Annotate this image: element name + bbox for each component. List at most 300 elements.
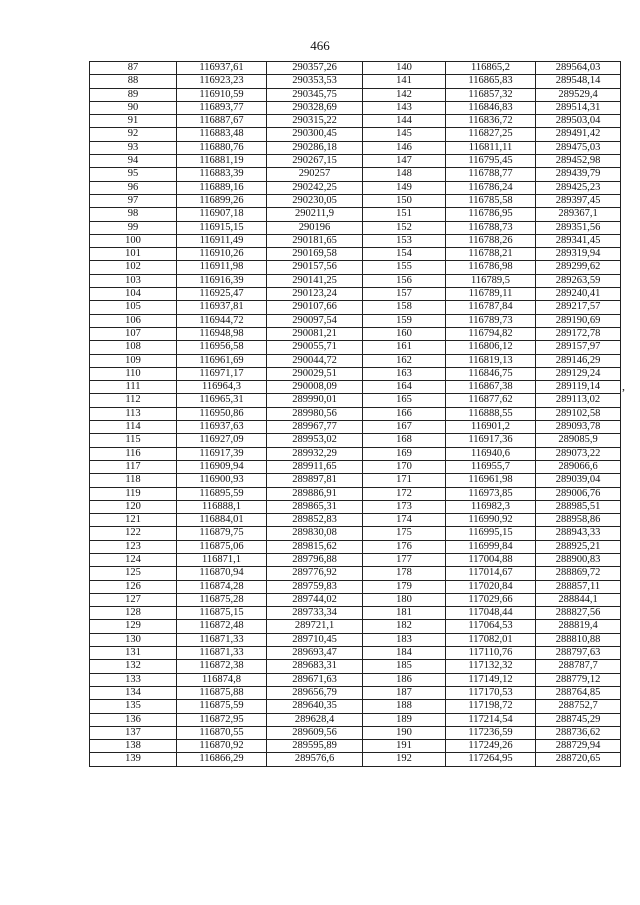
x-coordinate-cell: 116925,47 <box>177 288 267 301</box>
x-coordinate-cell: 116795,45 <box>446 155 536 168</box>
x-coordinate-cell: 116910,26 <box>177 248 267 261</box>
y-coordinate-cell: 288869,72 <box>536 567 621 580</box>
y-coordinate-cell: 288736,62 <box>536 726 621 739</box>
x-coordinate-cell: 116964,3 <box>177 381 267 394</box>
point-number-cell: 89 <box>90 88 177 101</box>
x-coordinate-cell: 116881,19 <box>177 155 267 168</box>
table-row <box>90 540 621 553</box>
y-coordinate-cell: 289102,58 <box>536 407 621 420</box>
table-row <box>90 168 621 181</box>
x-coordinate-cell: 116948,98 <box>177 327 267 340</box>
page-number: 466 <box>310 38 330 53</box>
x-coordinate-cell: 116867,38 <box>446 381 536 394</box>
point-number-cell: 143 <box>363 101 446 114</box>
table-row <box>90 194 621 207</box>
point-number-cell: 148 <box>363 168 446 181</box>
table-row <box>90 421 621 434</box>
table-row <box>90 633 621 646</box>
x-coordinate-cell: 116940,6 <box>446 447 536 460</box>
point-number-cell: 165 <box>363 394 446 407</box>
x-coordinate-cell: 117214,54 <box>446 713 536 726</box>
point-number-cell: 131 <box>90 647 177 660</box>
point-number-cell: 128 <box>90 607 177 620</box>
table-row <box>90 487 621 500</box>
y-coordinate-cell: 289886,91 <box>267 487 363 500</box>
point-number-cell: 154 <box>363 248 446 261</box>
point-number-cell: 164 <box>363 381 446 394</box>
table-row <box>90 208 621 221</box>
table-row <box>90 713 621 726</box>
y-coordinate-cell: 288857,11 <box>536 580 621 593</box>
point-number-cell: 106 <box>90 314 177 327</box>
point-number-cell: 93 <box>90 141 177 154</box>
point-number-cell: 175 <box>363 527 446 540</box>
y-coordinate-cell: 290181,65 <box>267 234 363 247</box>
point-number-cell: 191 <box>363 740 446 753</box>
x-coordinate-cell: 116872,48 <box>177 620 267 633</box>
point-number-cell: 184 <box>363 647 446 660</box>
x-coordinate-cell: 116827,25 <box>446 128 536 141</box>
x-coordinate-cell: 116846,83 <box>446 101 536 114</box>
point-number-cell: 104 <box>90 288 177 301</box>
x-coordinate-cell: 116875,88 <box>177 686 267 699</box>
y-coordinate-cell: 289367,1 <box>536 208 621 221</box>
x-coordinate-cell: 116915,15 <box>177 221 267 234</box>
y-coordinate-cell: 290242,25 <box>267 181 363 194</box>
x-coordinate-cell: 116875,59 <box>177 700 267 713</box>
y-coordinate-cell: 290123,24 <box>267 288 363 301</box>
y-coordinate-cell: 289119,14 <box>536 381 621 394</box>
point-number-cell: 138 <box>90 740 177 753</box>
y-coordinate-cell: 289815,62 <box>267 540 363 553</box>
x-coordinate-cell: 117198,72 <box>446 700 536 713</box>
point-number-cell: 110 <box>90 367 177 380</box>
point-number-cell: 176 <box>363 540 446 553</box>
x-coordinate-cell: 116950,86 <box>177 407 267 420</box>
x-coordinate-cell: 116937,61 <box>177 62 267 75</box>
y-coordinate-cell: 289671,63 <box>267 673 363 686</box>
y-coordinate-cell: 290141,25 <box>267 274 363 287</box>
point-number-cell: 174 <box>363 514 446 527</box>
y-coordinate-cell: 289240,41 <box>536 288 621 301</box>
point-number-cell: 124 <box>90 553 177 566</box>
point-number-cell: 190 <box>363 726 446 739</box>
x-coordinate-cell: 116857,32 <box>446 88 536 101</box>
x-coordinate-cell: 116888,1 <box>177 500 267 513</box>
x-coordinate-cell: 117020,84 <box>446 580 536 593</box>
point-number-cell: 187 <box>363 686 446 699</box>
x-coordinate-cell: 117048,44 <box>446 607 536 620</box>
x-coordinate-cell: 116884,01 <box>177 514 267 527</box>
point-number-cell: 103 <box>90 274 177 287</box>
y-coordinate-cell: 290315,22 <box>267 115 363 128</box>
x-coordinate-cell: 117170,53 <box>446 686 536 699</box>
x-coordinate-cell: 116789,73 <box>446 314 536 327</box>
y-coordinate-cell: 290196 <box>267 221 363 234</box>
point-number-cell: 90 <box>90 101 177 114</box>
table-row <box>90 700 621 713</box>
point-number-cell: 171 <box>363 474 446 487</box>
point-number-cell: 180 <box>363 593 446 606</box>
table-row <box>90 314 621 327</box>
y-coordinate-cell: 289529,4 <box>536 88 621 101</box>
point-number-cell: 102 <box>90 261 177 274</box>
point-number-cell: 186 <box>363 673 446 686</box>
y-coordinate-cell: 290267,15 <box>267 155 363 168</box>
table-row <box>90 580 621 593</box>
point-number-cell: 96 <box>90 181 177 194</box>
table-row <box>90 740 621 753</box>
y-coordinate-cell: 290211,9 <box>267 208 363 221</box>
y-coordinate-cell: 288985,51 <box>536 500 621 513</box>
table-row <box>90 753 621 766</box>
point-number-cell: 146 <box>363 141 446 154</box>
y-coordinate-cell: 289990,01 <box>267 394 363 407</box>
y-coordinate-cell: 289113,02 <box>536 394 621 407</box>
y-coordinate-cell: 288819,4 <box>536 620 621 633</box>
y-coordinate-cell: 288797,63 <box>536 647 621 660</box>
y-coordinate-cell: 290328,69 <box>267 101 363 114</box>
x-coordinate-cell: 116911,49 <box>177 234 267 247</box>
table-row <box>90 101 621 114</box>
y-coordinate-cell: 290300,45 <box>267 128 363 141</box>
x-coordinate-cell: 116872,38 <box>177 660 267 673</box>
point-number-cell: 120 <box>90 500 177 513</box>
table-row <box>90 288 621 301</box>
point-number-cell: 158 <box>363 301 446 314</box>
y-coordinate-cell: 289093,78 <box>536 421 621 434</box>
x-coordinate-cell: 116788,26 <box>446 234 536 247</box>
point-number-cell: 135 <box>90 700 177 713</box>
x-coordinate-cell: 116956,58 <box>177 341 267 354</box>
point-number-cell: 141 <box>363 75 446 88</box>
point-number-cell: 189 <box>363 713 446 726</box>
table-row <box>90 128 621 141</box>
table-row <box>90 181 621 194</box>
y-coordinate-cell: 289073,22 <box>536 447 621 460</box>
y-coordinate-cell: 288752,7 <box>536 700 621 713</box>
y-coordinate-cell: 290257 <box>267 168 363 181</box>
y-coordinate-cell: 289609,56 <box>267 726 363 739</box>
x-coordinate-cell: 116888,55 <box>446 407 536 420</box>
y-coordinate-cell: 290286,18 <box>267 141 363 154</box>
y-coordinate-cell: 290044,72 <box>267 354 363 367</box>
point-number-cell: 151 <box>363 208 446 221</box>
x-coordinate-cell: 116990,92 <box>446 514 536 527</box>
table-row <box>90 673 621 686</box>
y-coordinate-cell: 289066,6 <box>536 460 621 473</box>
point-number-cell: 139 <box>90 753 177 766</box>
coordinate-table <box>89 61 621 767</box>
x-coordinate-cell: 116865,2 <box>446 62 536 75</box>
x-coordinate-cell: 116875,28 <box>177 593 267 606</box>
point-number-cell: 161 <box>363 341 446 354</box>
y-coordinate-cell: 289980,56 <box>267 407 363 420</box>
x-coordinate-cell: 117029,66 <box>446 593 536 606</box>
table-row <box>90 248 621 261</box>
x-coordinate-cell: 116982,3 <box>446 500 536 513</box>
point-number-cell: 111 <box>90 381 177 394</box>
x-coordinate-cell: 116883,48 <box>177 128 267 141</box>
point-number-cell: 118 <box>90 474 177 487</box>
x-coordinate-cell: 116944,72 <box>177 314 267 327</box>
x-coordinate-cell: 116887,67 <box>177 115 267 128</box>
x-coordinate-cell: 116872,95 <box>177 713 267 726</box>
table-row <box>90 460 621 473</box>
point-number-cell: 179 <box>363 580 446 593</box>
x-coordinate-cell: 116819,13 <box>446 354 536 367</box>
y-coordinate-cell: 289157,97 <box>536 341 621 354</box>
point-number-cell: 108 <box>90 341 177 354</box>
table-row <box>90 327 621 340</box>
point-number-cell: 100 <box>90 234 177 247</box>
point-number-cell: 163 <box>363 367 446 380</box>
y-coordinate-cell: 289263,59 <box>536 274 621 287</box>
x-coordinate-cell: 116910,59 <box>177 88 267 101</box>
y-coordinate-cell: 289576,6 <box>267 753 363 766</box>
point-number-cell: 153 <box>363 234 446 247</box>
point-number-cell: 181 <box>363 607 446 620</box>
point-number-cell: 160 <box>363 327 446 340</box>
y-coordinate-cell: 288787,7 <box>536 660 621 673</box>
x-coordinate-cell: 116871,33 <box>177 647 267 660</box>
table-row <box>90 115 621 128</box>
point-number-cell: 144 <box>363 115 446 128</box>
point-number-cell: 177 <box>363 553 446 566</box>
x-coordinate-cell: 116965,31 <box>177 394 267 407</box>
point-number-cell: 152 <box>363 221 446 234</box>
y-coordinate-cell: 289595,89 <box>267 740 363 753</box>
point-number-cell: 169 <box>363 447 446 460</box>
point-number-cell: 133 <box>90 673 177 686</box>
table-row <box>90 394 621 407</box>
y-coordinate-cell: 288958,86 <box>536 514 621 527</box>
point-number-cell: 109 <box>90 354 177 367</box>
x-coordinate-cell: 117132,32 <box>446 660 536 673</box>
y-coordinate-cell: 289475,03 <box>536 141 621 154</box>
x-coordinate-cell: 116789,11 <box>446 288 536 301</box>
x-coordinate-cell: 116874,28 <box>177 580 267 593</box>
y-coordinate-cell: 288810,88 <box>536 633 621 646</box>
y-coordinate-cell: 289190,69 <box>536 314 621 327</box>
table-row <box>90 726 621 739</box>
y-coordinate-cell: 289439,79 <box>536 168 621 181</box>
table-row <box>90 553 621 566</box>
point-number-cell: 117 <box>90 460 177 473</box>
point-number-cell: 140 <box>363 62 446 75</box>
point-number-cell: 98 <box>90 208 177 221</box>
x-coordinate-cell: 116879,75 <box>177 527 267 540</box>
x-coordinate-cell: 116866,29 <box>177 753 267 766</box>
x-coordinate-cell: 116870,55 <box>177 726 267 739</box>
x-coordinate-cell: 116788,77 <box>446 168 536 181</box>
x-coordinate-cell: 116806,12 <box>446 341 536 354</box>
y-coordinate-cell: 290008,09 <box>267 381 363 394</box>
table-row <box>90 341 621 354</box>
x-coordinate-cell: 116907,18 <box>177 208 267 221</box>
y-coordinate-cell: 289776,92 <box>267 567 363 580</box>
point-number-cell: 132 <box>90 660 177 673</box>
table-row <box>90 274 621 287</box>
y-coordinate-cell: 289564,03 <box>536 62 621 75</box>
x-coordinate-cell: 116836,72 <box>446 115 536 128</box>
x-coordinate-cell: 116877,62 <box>446 394 536 407</box>
y-coordinate-cell: 290029,51 <box>267 367 363 380</box>
table-row <box>90 434 621 447</box>
y-coordinate-cell: 289341,45 <box>536 234 621 247</box>
y-coordinate-cell: 289865,31 <box>267 500 363 513</box>
y-coordinate-cell: 290230,05 <box>267 194 363 207</box>
y-coordinate-cell: 290345,75 <box>267 88 363 101</box>
table-row <box>90 500 621 513</box>
point-number-cell: 119 <box>90 487 177 500</box>
y-coordinate-cell: 289548,14 <box>536 75 621 88</box>
table-row <box>90 62 621 75</box>
y-coordinate-cell: 289514,31 <box>536 101 621 114</box>
y-coordinate-cell: 289039,04 <box>536 474 621 487</box>
point-number-cell: 129 <box>90 620 177 633</box>
table-row <box>90 381 621 394</box>
point-number-cell: 136 <box>90 713 177 726</box>
table-row <box>90 660 621 673</box>
y-coordinate-cell: 288779,12 <box>536 673 621 686</box>
y-coordinate-cell: 289299,62 <box>536 261 621 274</box>
table-row <box>90 221 621 234</box>
y-coordinate-cell: 290081,21 <box>267 327 363 340</box>
x-coordinate-cell: 116971,17 <box>177 367 267 380</box>
x-coordinate-cell: 117082,01 <box>446 633 536 646</box>
point-number-cell: 97 <box>90 194 177 207</box>
x-coordinate-cell: 117264,95 <box>446 753 536 766</box>
y-coordinate-cell: 289425,23 <box>536 181 621 194</box>
point-number-cell: 183 <box>363 633 446 646</box>
point-number-cell: 95 <box>90 168 177 181</box>
point-number-cell: 149 <box>363 181 446 194</box>
x-coordinate-cell: 116999,84 <box>446 540 536 553</box>
x-coordinate-cell: 117014,67 <box>446 567 536 580</box>
y-coordinate-cell: 289967,77 <box>267 421 363 434</box>
point-number-cell: 157 <box>363 288 446 301</box>
point-number-cell: 192 <box>363 753 446 766</box>
table-row <box>90 75 621 88</box>
point-number-cell: 150 <box>363 194 446 207</box>
point-number-cell: 122 <box>90 527 177 540</box>
x-coordinate-cell: 116909,94 <box>177 460 267 473</box>
point-number-cell: 182 <box>363 620 446 633</box>
point-number-cell: 166 <box>363 407 446 420</box>
x-coordinate-cell: 116788,21 <box>446 248 536 261</box>
point-number-cell: 142 <box>363 88 446 101</box>
x-coordinate-cell: 116875,06 <box>177 540 267 553</box>
y-coordinate-cell: 289452,98 <box>536 155 621 168</box>
y-coordinate-cell: 289397,45 <box>536 194 621 207</box>
y-coordinate-cell: 289085,9 <box>536 434 621 447</box>
point-number-cell: 87 <box>90 62 177 75</box>
x-coordinate-cell: 116917,39 <box>177 447 267 460</box>
point-number-cell: 115 <box>90 434 177 447</box>
table-row <box>90 141 621 154</box>
point-number-cell: 159 <box>363 314 446 327</box>
x-coordinate-cell: 116786,95 <box>446 208 536 221</box>
x-coordinate-cell: 116874,8 <box>177 673 267 686</box>
x-coordinate-cell: 116889,16 <box>177 181 267 194</box>
table-row <box>90 354 621 367</box>
y-coordinate-cell: 289129,24 <box>536 367 621 380</box>
table-row <box>90 407 621 420</box>
y-coordinate-cell: 289351,56 <box>536 221 621 234</box>
x-coordinate-cell: 116911,98 <box>177 261 267 274</box>
y-coordinate-cell: 290353,53 <box>267 75 363 88</box>
point-number-cell: 172 <box>363 487 446 500</box>
x-coordinate-cell: 117004,88 <box>446 553 536 566</box>
table-row <box>90 367 621 380</box>
x-coordinate-cell: 116893,77 <box>177 101 267 114</box>
table-row <box>90 88 621 101</box>
point-number-cell: 178 <box>363 567 446 580</box>
point-number-cell: 145 <box>363 128 446 141</box>
point-number-cell: 162 <box>363 354 446 367</box>
y-coordinate-cell: 288943,33 <box>536 527 621 540</box>
point-number-cell: 107 <box>90 327 177 340</box>
y-coordinate-cell: 289217,57 <box>536 301 621 314</box>
x-coordinate-cell: 117149,12 <box>446 673 536 686</box>
table-row <box>90 234 621 247</box>
point-number-cell: 185 <box>363 660 446 673</box>
table-row <box>90 593 621 606</box>
y-coordinate-cell: 289796,88 <box>267 553 363 566</box>
y-coordinate-cell: 289897,81 <box>267 474 363 487</box>
x-coordinate-cell: 116995,15 <box>446 527 536 540</box>
x-coordinate-cell: 116937,63 <box>177 421 267 434</box>
y-coordinate-cell: 288764,85 <box>536 686 621 699</box>
y-coordinate-cell: 290097,54 <box>267 314 363 327</box>
y-coordinate-cell: 289830,08 <box>267 527 363 540</box>
y-coordinate-cell: 288729,94 <box>536 740 621 753</box>
y-coordinate-cell: 289953,02 <box>267 434 363 447</box>
x-coordinate-cell: 116916,39 <box>177 274 267 287</box>
y-coordinate-cell: 290107,66 <box>267 301 363 314</box>
y-coordinate-cell: 289146,29 <box>536 354 621 367</box>
x-coordinate-cell: 116789,5 <box>446 274 536 287</box>
point-number-cell: 123 <box>90 540 177 553</box>
table-row <box>90 447 621 460</box>
y-coordinate-cell: 288720,65 <box>536 753 621 766</box>
y-coordinate-cell: 289693,47 <box>267 647 363 660</box>
point-number-cell: 101 <box>90 248 177 261</box>
y-coordinate-cell: 290055,71 <box>267 341 363 354</box>
table-row <box>90 620 621 633</box>
point-number-cell: 113 <box>90 407 177 420</box>
x-coordinate-cell: 116917,36 <box>446 434 536 447</box>
y-coordinate-cell: 289628,4 <box>267 713 363 726</box>
stray-mark: , <box>622 379 625 393</box>
point-number-cell: 127 <box>90 593 177 606</box>
x-coordinate-cell: 116961,69 <box>177 354 267 367</box>
point-number-cell: 121 <box>90 514 177 527</box>
point-number-cell: 91 <box>90 115 177 128</box>
y-coordinate-cell: 289640,35 <box>267 700 363 713</box>
point-number-cell: 105 <box>90 301 177 314</box>
y-coordinate-cell: 290157,56 <box>267 261 363 274</box>
y-coordinate-cell: 290357,26 <box>267 62 363 75</box>
x-coordinate-cell: 116937,81 <box>177 301 267 314</box>
y-coordinate-cell: 289656,79 <box>267 686 363 699</box>
point-number-cell: 88 <box>90 75 177 88</box>
x-coordinate-cell: 117236,59 <box>446 726 536 739</box>
point-number-cell: 137 <box>90 726 177 739</box>
point-number-cell: 99 <box>90 221 177 234</box>
point-number-cell: 155 <box>363 261 446 274</box>
